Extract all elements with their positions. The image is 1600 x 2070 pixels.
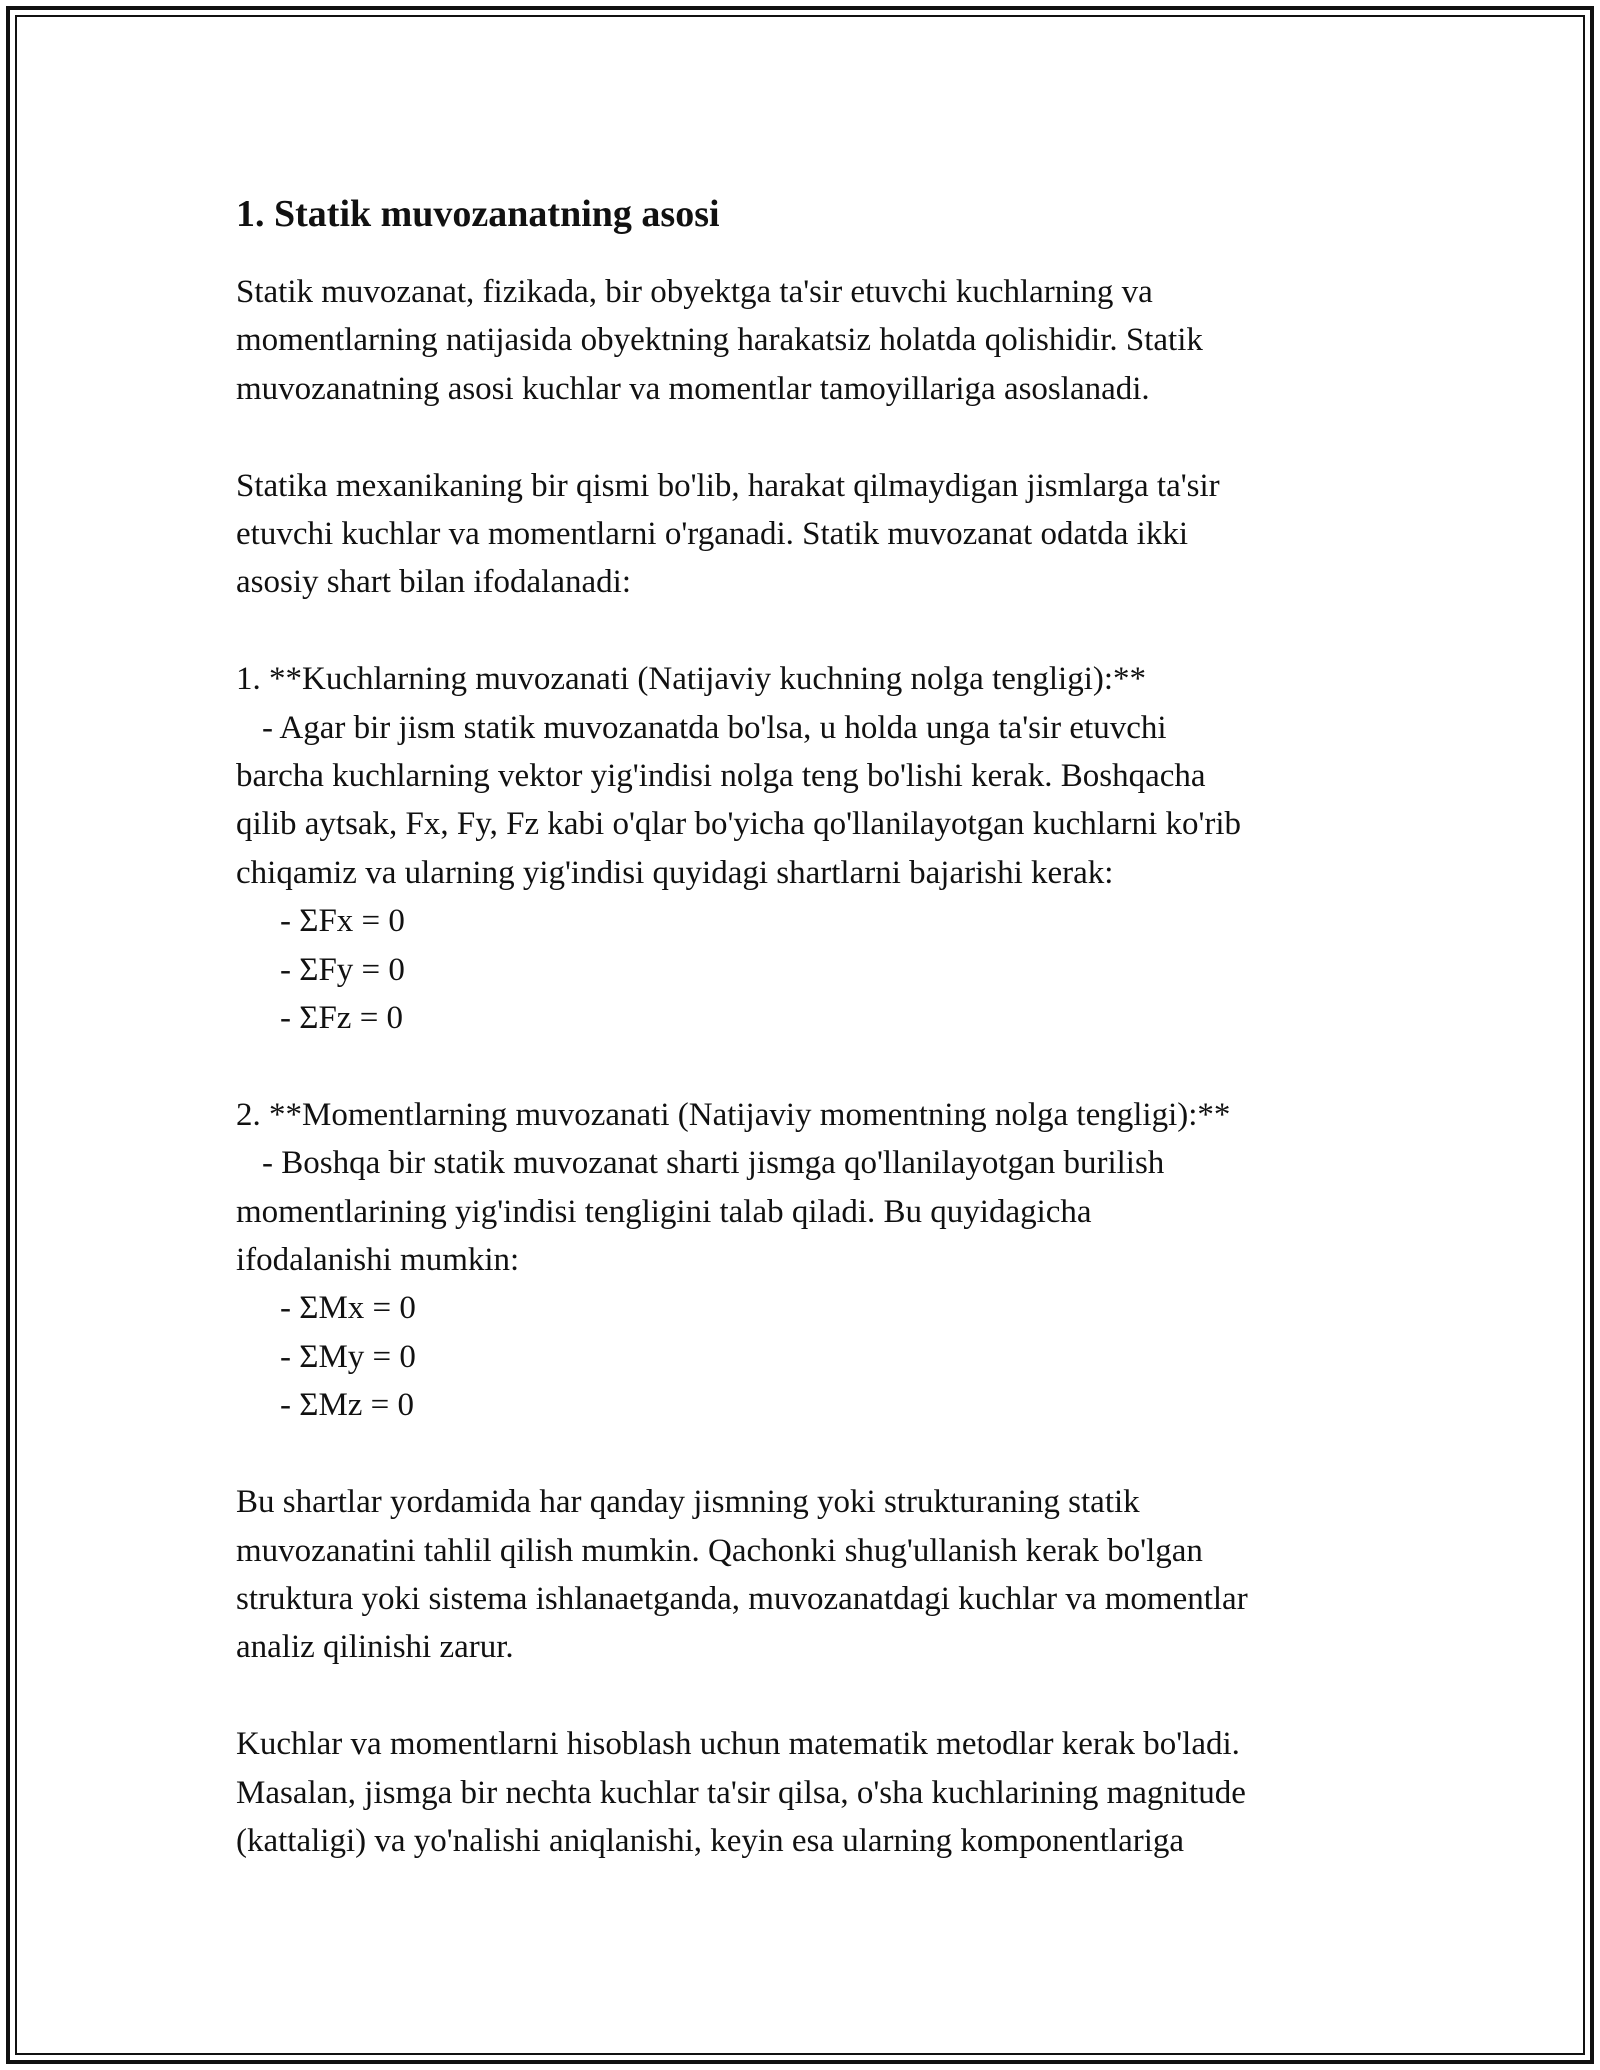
equation-line: - ΣFy = 0 [280, 951, 405, 988]
equation-line: - ΣFz = 0 [280, 1000, 404, 1037]
text-line: etuvchi kuchlar va momentlarni o'rganadi. Statik muvozanat odatda ikki [236, 516, 1188, 553]
blank-line [236, 413, 1396, 461]
condition-forces [236, 655, 1396, 1042]
text-line: (kattaligi) va yo'nalishi aniqlanishi, keyin esa ularning komponentlariga [236, 1822, 1185, 1859]
text-line: asosiy shart bilan ifodalanadi: [236, 564, 631, 601]
equation-line: - ΣMx = 0 [280, 1290, 416, 1327]
text-line: Statika mexanikaning bir qismi bo'lib, harakat qilmaydigan jismlarga ta'sir [236, 467, 1220, 504]
text-line: analiz qilinishi zarur. [236, 1629, 514, 1666]
document-body [236, 186, 1396, 1865]
text-line: Statik muvozanat, fizikada, bir obyektga ta'sir etuvchi kuchlarning va [236, 274, 1153, 310]
text-line: - Boshqa bir statik muvozanat sharti jismga qo'llanilayotgan burilish [262, 1145, 1165, 1182]
text-line: chiqamiz va ularning yig'indisi quyidagi shartlarni bajarishi kerak: [236, 854, 1114, 891]
paragraph-methods [236, 1720, 1396, 1865]
text-line: barcha kuchlarning vektor yig'indisi nolga teng bo'lishi kerak. Boshqacha [236, 758, 1206, 795]
equation-line: - ΣMz = 0 [280, 1387, 415, 1424]
text-line: qilib aytsak, Fx, Fy, Fz kabi o'qlar bo'yicha qo'llanilayotgan kuchlarni ko'rib [236, 806, 1242, 843]
condition-moments [236, 1091, 1396, 1430]
text-line: muvozanatini tahlil qilish mumkin. Qachonki shug'ullanish kerak bo'lgan [236, 1532, 1203, 1569]
text-line: momentlarining yig'indisi tengligini talab qiladi. Bu quyidagicha [236, 1193, 1092, 1230]
text-line: Bu shartlar yordamida har qanday jismning yoki strukturaning statik [236, 1484, 1140, 1521]
text-line: Kuchlar va momentlarni hisoblash uchun matematik metodlar kerak bo'ladi. [236, 1726, 1240, 1763]
text-line: momentlarning natijasida obyektning harakatsiz holatda qolishidir. Statik [236, 322, 1203, 359]
equation-line: - ΣMy = 0 [280, 1338, 416, 1375]
text-line: - Agar bir jism statik muvozanatda bo'lsa, u holda unga ta'sir etuvchi [262, 709, 1167, 746]
blank-line [236, 1042, 1396, 1090]
equation-line: - ΣFx = 0 [280, 903, 405, 940]
paragraph-statics [236, 462, 1396, 607]
paragraph-analysis [236, 1478, 1396, 1672]
paragraph-definition [236, 268, 1396, 413]
text-line: muvozanatning asosi kuchlar va momentlar tamoyillariga asoslanadi. [236, 370, 1150, 407]
blank-line [236, 1672, 1396, 1720]
blank-line [236, 607, 1396, 655]
text-line: Masalan, jismga bir nechta kuchlar ta'sir qilsa, o'sha kuchlarining magnitude [236, 1774, 1246, 1811]
section-heading: 1. Statik muvozanatning asosi [236, 193, 720, 235]
condition-title: 1. **Kuchlarning muvozanati (Natijaviy kuchning nolga tengligi):** [236, 661, 1147, 698]
blank-line [236, 1430, 1396, 1478]
text-line: ifodalanishi mumkin: [236, 1242, 520, 1279]
condition-title: 2. **Momentlarning muvozanati (Natijaviy momentning nolga tengligi):** [236, 1096, 1231, 1133]
text-line: struktura yoki sistema ishlanaetganda, muvozanatdagi kuchlar va momentlar [236, 1580, 1248, 1617]
